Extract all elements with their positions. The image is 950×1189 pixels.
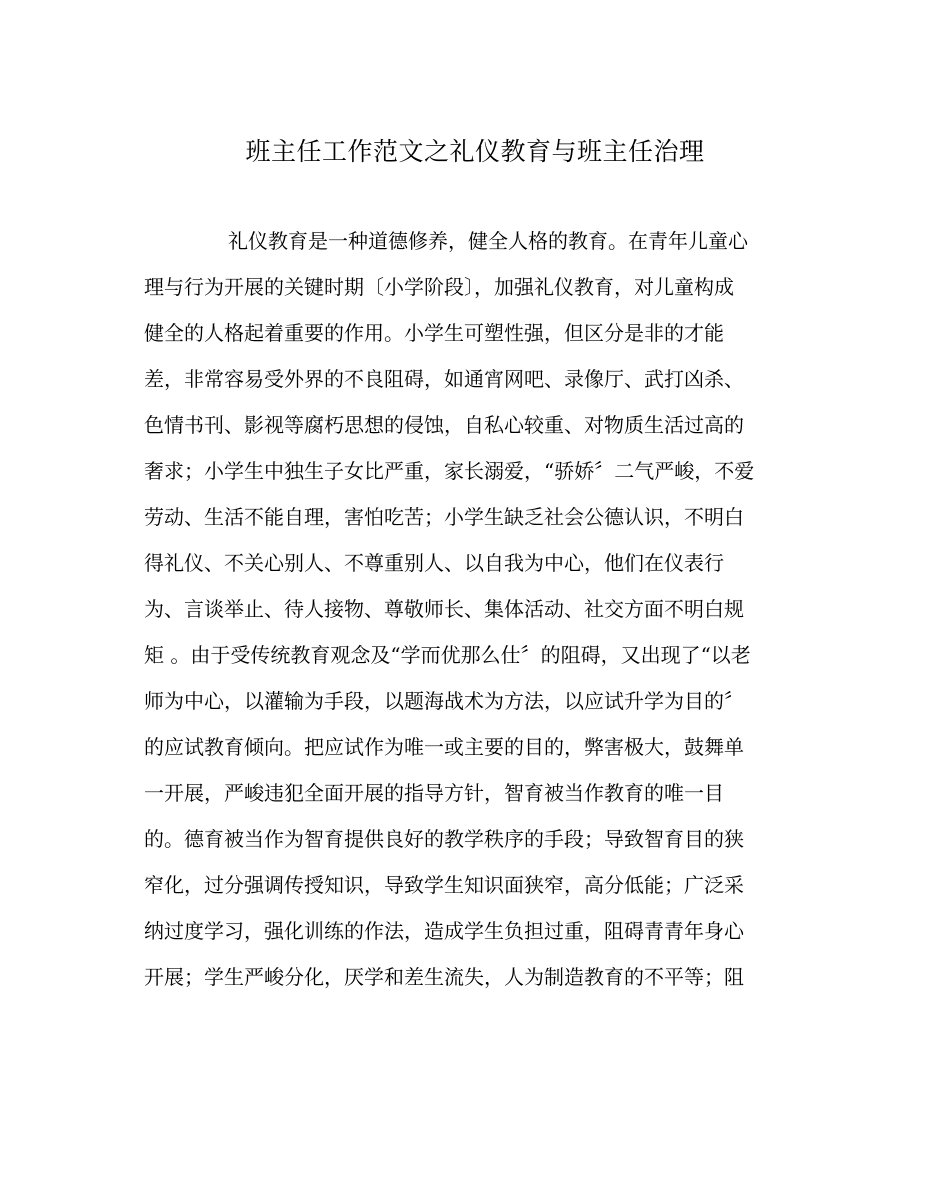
text-line: 一开展，严峻违犯全面开展的指导方针，智育被当作教育的唯一目: [144, 781, 724, 805]
body-paragraph: [144, 218, 824, 1000]
text-line: 窄化，过分强调传授知识，导致学生知识面狭窄，高分低能；广泛采: [144, 873, 744, 897]
document-title: 班主任工作范文之礼仪教育与班主任治理: [245, 137, 705, 166]
text-line: 理与行为开展的关键时期〔小学阶段〕，加强礼仪教育，对儿童构成: [144, 275, 734, 299]
text-line: 矩 。由于受传统教育观念及“学而优那么仕〞的阻碍，又出现了“以老: [144, 643, 751, 667]
text-line: 健全的人格起着重要的作用。小学生可塑性强，但区分是非的才能: [144, 321, 724, 345]
text-line: 纳过度学习，强化训练的作法，造成学生负担过重，阻碍青青年身心: [144, 919, 744, 943]
text-line: 的应试教育倾向。把应试作为唯一或主要的目的，弊害极大，鼓舞单: [144, 735, 744, 759]
text-line: 开展；学生严峻分化，厌学和差生流失，人为制造教育的不平等；阻: [144, 965, 744, 989]
text-line: 色情书刊、影视等腐朽思想的侵蚀，自私心较重、对物质生活过高的: [144, 413, 744, 437]
text-line: 师为中心，以灌输为手段，以题海战术为方法，以应试升学为目的〞: [144, 689, 744, 713]
text-line: 礼仪教育是一种道德修养，健全人格的教育。在青年儿童心: [228, 229, 748, 253]
text-line: 得礼仪、不关心别人、不尊重别人、以自我为中心，他们在仪表行: [144, 551, 724, 575]
text-line: 劳动、生活不能自理，害怕吃苦；小学生缺乏社会公德认识，不明白: [144, 505, 744, 529]
text-line: 差，非常容易受外界的不良阻碍，如通宵网吧、录像厅、武打凶杀、: [144, 367, 744, 391]
text-line: 奢求；小学生中独生子女比严重，家长溺爱，“骄娇〞二气严峻，不爱: [144, 459, 755, 483]
text-line: 的。德育被当作为智育提供良好的教学秩序的手段；导致智育目的狭: [144, 827, 744, 851]
text-line: 为、言谈举止、待人接物、尊敬师长、集体活动、社交方面不明白规: [144, 597, 744, 621]
